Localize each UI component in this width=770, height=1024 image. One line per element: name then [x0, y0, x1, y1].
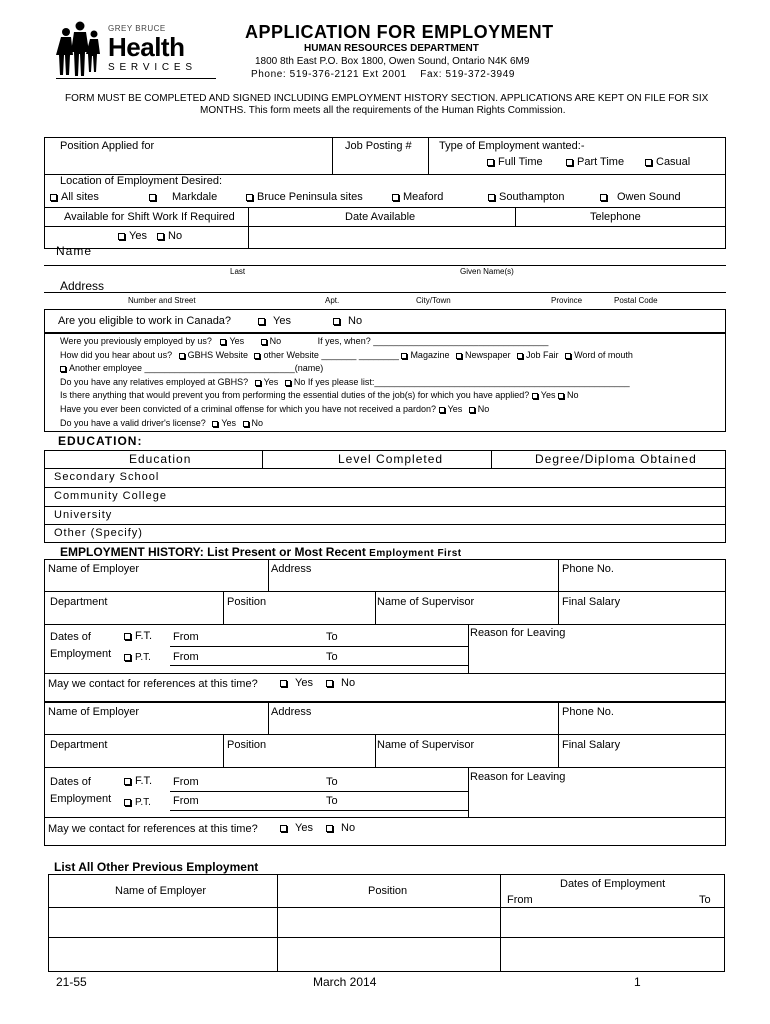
- final-salary-label: Final Salary: [562, 739, 621, 751]
- checkbox-icon: [456, 353, 462, 359]
- checkbox-icon: [566, 159, 573, 166]
- supervisor-label: Name of Supervisor: [377, 739, 475, 751]
- city-label: City/Town: [416, 296, 451, 305]
- drivers-license-question: Do you have a valid driver's license? Yes No: [60, 418, 264, 428]
- essential-duties-question: Is there anything that would prevent you from performing the essential duties of the job(s) for which you have applied? Yes No: [60, 390, 579, 400]
- location-meaford-checkbox[interactable]: Meaford: [392, 192, 443, 203]
- shift-no-checkbox[interactable]: No: [157, 231, 182, 242]
- employer-address-label: Address: [271, 706, 312, 718]
- other-position-header: Position: [368, 885, 408, 897]
- dates-label-line2: Employment: [50, 793, 112, 805]
- criminal-offense-question: Have you ever been convicted of a criminal offense for which you have not received a pardon? Yes No: [60, 404, 490, 414]
- level-col-header: Level Completed: [338, 452, 444, 466]
- q6-yes-checkbox[interactable]: Yes: [439, 404, 463, 414]
- q2-magazine-checkbox[interactable]: Magazine: [401, 350, 449, 360]
- checkbox-icon: [118, 233, 125, 240]
- q4-no-checkbox[interactable]: No If yes please list:___________________________________________________: [285, 377, 630, 387]
- q2-website-checkbox[interactable]: GBHS Website: [179, 350, 248, 360]
- dates-label-line2: Employment: [50, 648, 112, 660]
- name-label: Name: [56, 244, 93, 258]
- address-label: Address: [60, 279, 105, 293]
- q7-yes-checkbox[interactable]: Yes: [212, 418, 236, 428]
- relatives-question: Do you have any relatives employed at GBHS? Yes No If yes please list:___________________________________________________: [60, 377, 630, 387]
- checkbox-icon: [326, 680, 333, 687]
- education-col-header: Education: [129, 452, 192, 466]
- location-all-checkbox[interactable]: All sites: [50, 192, 99, 203]
- employer-phone-label: Phone No.: [562, 563, 614, 575]
- q1-yes-checkbox[interactable]: Yes: [220, 336, 244, 346]
- department-name: HUMAN RESOURCES DEPARTMENT: [304, 43, 479, 54]
- other-from-header: From: [507, 894, 533, 906]
- logo-sub-text: S E R V I C E S: [108, 62, 194, 73]
- q5-yes-checkbox[interactable]: Yes: [532, 390, 556, 400]
- eligible-label: Are you eligible to work in Canada?: [58, 315, 232, 327]
- checkbox-icon: [124, 778, 131, 785]
- checkbox-icon: [439, 407, 445, 413]
- dates-label-line1: Dates of: [50, 631, 91, 643]
- province-label: Province: [551, 296, 583, 305]
- other-to-header: To: [699, 894, 711, 906]
- checkbox-icon: [558, 393, 564, 399]
- contact-yes-checkbox[interactable]: Yes: [280, 678, 313, 689]
- logo-top-text: GREY BRUCE: [108, 24, 166, 33]
- form-code: 21-55: [56, 975, 87, 989]
- contact-references-label: May we contact for references at this time?: [48, 823, 258, 835]
- checkbox-icon: [487, 159, 494, 166]
- checkbox-icon: [124, 633, 131, 640]
- employment-history-heading: EMPLOYMENT HISTORY: List Present or Most Recent Employment First: [60, 545, 462, 559]
- contact-no-checkbox[interactable]: No: [326, 823, 355, 834]
- contact-no-checkbox[interactable]: No: [326, 678, 355, 689]
- checkbox-icon: [212, 421, 218, 427]
- checkbox-icon: [246, 194, 253, 201]
- location-southampton-checkbox[interactable]: Southampton: [488, 192, 564, 203]
- employer-address-label: Address: [271, 563, 312, 575]
- checkbox-icon: [50, 194, 57, 201]
- checkbox-icon: [60, 366, 66, 372]
- education-row-university: University: [54, 509, 113, 521]
- other-employer-header: Name of Employer: [115, 885, 207, 897]
- checkbox-icon: [124, 799, 131, 806]
- shift-work-label: Available for Shift Work If Required: [64, 211, 235, 223]
- checkbox-icon: [600, 194, 607, 201]
- checkbox-icon: [255, 380, 261, 386]
- employer-name-label: Name of Employer: [48, 706, 140, 718]
- shift-yes-checkbox[interactable]: Yes: [118, 231, 147, 242]
- education-heading: EDUCATION:: [58, 434, 143, 448]
- checkbox-icon: [645, 159, 652, 166]
- reason-leaving-label: Reason for Leaving: [470, 627, 566, 639]
- q4-yes-checkbox[interactable]: Yes: [255, 377, 279, 387]
- reason-leaving-label: Reason for Leaving: [470, 771, 566, 783]
- notice-line-1: FORM MUST BE COMPLETED AND SIGNED INCLUDING EMPLOYMENT HISTORY SECTION. APPLICATIONS ARE KEPT ON FILE FOR SIX: [65, 93, 709, 104]
- header-contact: Phone: 519-376-2121 Ext 2001 Fax: 519-372-3949: [251, 69, 516, 80]
- checkbox-icon: [280, 680, 287, 687]
- q5-no-checkbox[interactable]: No: [558, 390, 579, 400]
- location-markdale-checkbox[interactable]: Markdale: [149, 192, 217, 203]
- from-label: From: [173, 795, 199, 807]
- job-posting-label: Job Posting #: [345, 140, 412, 152]
- last-name-label: Last: [230, 267, 246, 276]
- from-label: From: [173, 776, 199, 788]
- q2-job-fair-checkbox[interactable]: Job Fair: [517, 350, 559, 360]
- checkbox-icon: [243, 421, 249, 427]
- degree-col-header: Degree/Diploma Obtained: [535, 452, 697, 466]
- apt-label: Apt.: [325, 296, 340, 305]
- q2-other-website-checkbox[interactable]: other Website _______ ________: [254, 350, 398, 360]
- employer-name-label: Name of Employer: [48, 563, 140, 575]
- contact-references-label: May we contact for references at this time?: [48, 678, 258, 690]
- street-label: Number and Street: [128, 296, 196, 305]
- to-label: To: [326, 795, 338, 807]
- from-label: From: [173, 651, 199, 663]
- casual-checkbox[interactable]: Casual: [645, 157, 690, 168]
- given-name-label: Given Name(s): [460, 267, 514, 276]
- pt-checkbox[interactable]: P.T.: [124, 797, 151, 808]
- pt-checkbox[interactable]: P.T.: [124, 652, 151, 663]
- another-employee-option[interactable]: Another employee ______________________________(name): [60, 364, 323, 373]
- checkbox-icon: [220, 339, 226, 345]
- header-address: 1800 8th East P.O. Box 1800, Owen Sound, Ontario N4K 6M9: [255, 56, 530, 67]
- logo: [56, 20, 216, 80]
- contact-yes-checkbox[interactable]: Yes: [280, 823, 313, 834]
- q2-word-of-mouth-checkbox[interactable]: Word of mouth: [565, 350, 633, 360]
- location-owen-sound-checkbox[interactable]: Owen Sound: [600, 192, 681, 203]
- q1-no-checkbox[interactable]: No: [261, 336, 282, 346]
- location-label: Location of Employment Desired:: [60, 175, 223, 187]
- hear-about-question: How did you hear about us? GBHS Website other Website _______ ________ Magazine Newspaper Job Fair Word of mouth: [60, 350, 633, 360]
- people-figures-icon: [56, 20, 106, 78]
- checkbox-icon: [157, 233, 164, 240]
- from-label: From: [173, 631, 199, 643]
- checkbox-icon: [285, 380, 291, 386]
- eligible-yes-checkbox[interactable]: Yes: [258, 316, 291, 327]
- to-label: To: [326, 651, 338, 663]
- checkbox-icon: [124, 654, 131, 661]
- position-applied-label: Position Applied for: [60, 140, 155, 152]
- eligible-no-checkbox[interactable]: No: [333, 316, 362, 327]
- supervisor-label: Name of Supervisor: [377, 596, 475, 608]
- employment-type-label: Type of Employment wanted:-: [439, 140, 585, 152]
- page-number: 1: [634, 975, 641, 989]
- ft-checkbox[interactable]: F.T.: [124, 631, 152, 642]
- position-label: Position: [227, 739, 267, 751]
- other-dates-header: Dates of Employment: [560, 878, 666, 890]
- checkbox-icon: [280, 825, 287, 832]
- checkbox-icon: [149, 194, 156, 201]
- q6-no-checkbox[interactable]: No: [469, 404, 490, 414]
- checkbox-icon: [469, 407, 475, 413]
- checkbox-icon: [532, 393, 538, 399]
- final-salary-label: Final Salary: [562, 596, 621, 608]
- dates-label-line1: Dates of: [50, 776, 91, 788]
- checkbox-icon: [392, 194, 399, 201]
- q7-no-checkbox[interactable]: No: [243, 418, 264, 428]
- full-time-checkbox[interactable]: Full Time: [487, 157, 543, 168]
- checkbox-icon: [333, 318, 340, 325]
- checkbox-icon: [488, 194, 495, 201]
- position-label: Position: [227, 596, 267, 608]
- telephone-label: Telephone: [590, 211, 641, 223]
- education-row-other: Other (Specify): [54, 527, 143, 539]
- employer-phone-label: Phone No.: [562, 706, 614, 718]
- checkbox-icon: [254, 353, 260, 359]
- date-available-label: Date Available: [345, 211, 416, 223]
- previously-employed-question: Were you previously employed by us? Yes No If yes, when? ___________________________________: [60, 336, 549, 346]
- form-date: March 2014: [313, 975, 377, 989]
- other-employment-heading: List All Other Previous Employment: [54, 860, 259, 874]
- education-row-secondary: Secondary School: [54, 471, 160, 483]
- logo-main-text: Health: [108, 32, 185, 62]
- page-title: APPLICATION FOR EMPLOYMENT: [245, 22, 554, 42]
- education-row-college: Community College: [54, 490, 167, 502]
- department-label: Department: [50, 596, 108, 608]
- location-bruce-checkbox[interactable]: Bruce Peninsula sites: [246, 192, 363, 203]
- department-label: Department: [50, 739, 108, 751]
- checkbox-icon: [179, 353, 185, 359]
- checkbox-icon: [565, 353, 571, 359]
- part-time-checkbox[interactable]: Part Time: [566, 157, 624, 168]
- checkbox-icon: [326, 825, 333, 832]
- postal-code-label: Postal Code: [614, 296, 658, 305]
- checkbox-icon: [401, 353, 407, 359]
- to-label: To: [326, 631, 338, 643]
- ft-checkbox[interactable]: F.T.: [124, 776, 152, 787]
- to-label: To: [326, 776, 338, 788]
- q2-newspaper-checkbox[interactable]: Newspaper: [456, 350, 511, 360]
- checkbox-icon: [261, 339, 267, 345]
- checkbox-icon: [258, 318, 265, 325]
- checkbox-icon: [517, 353, 523, 359]
- notice-line-2: MONTHS. This form meets all the requirements of the Human Rights Commission.: [200, 105, 566, 116]
